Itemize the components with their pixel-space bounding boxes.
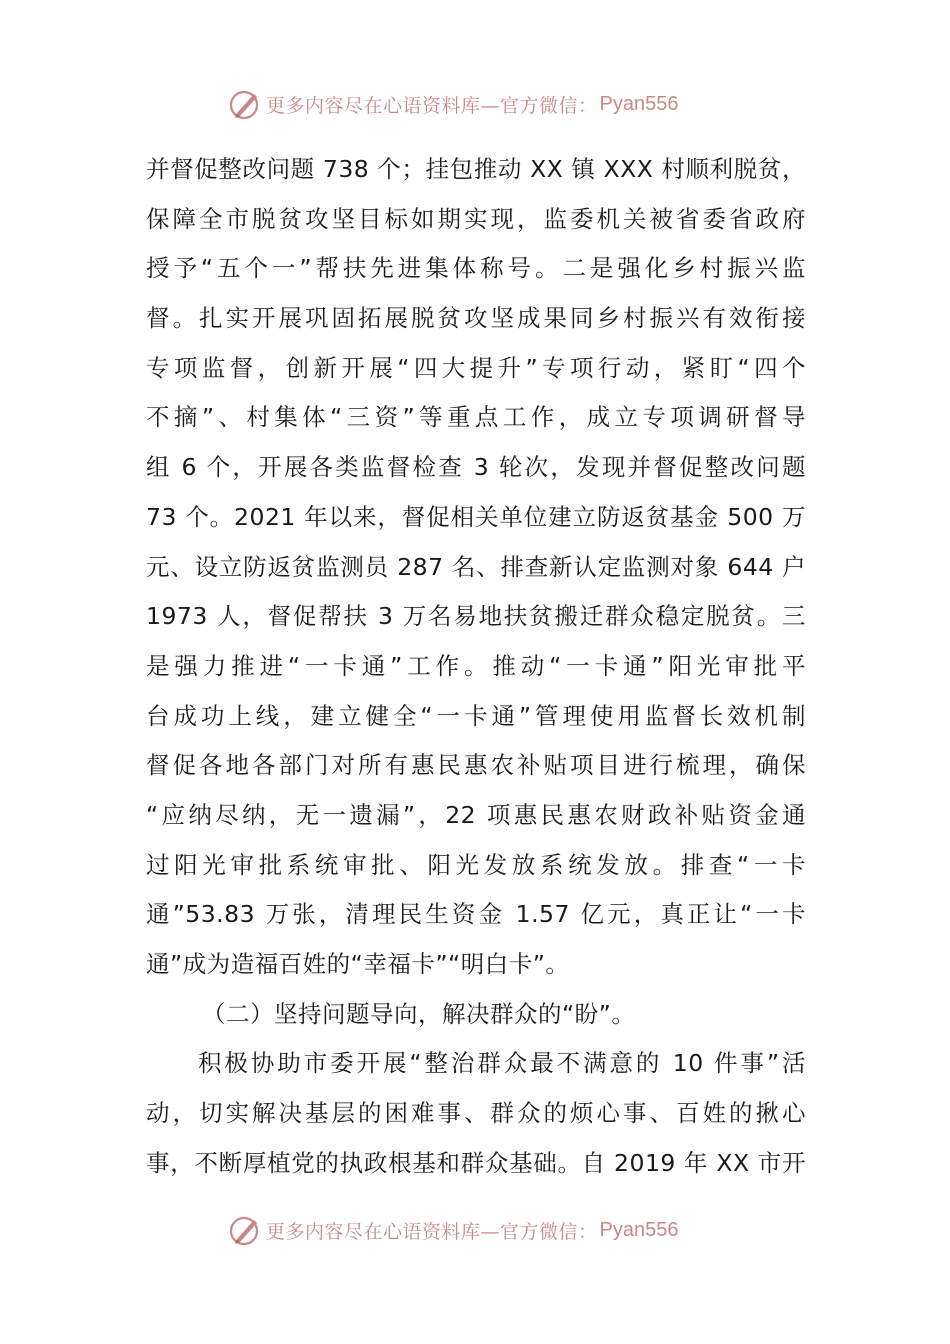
text-line: 组 6 个，开展各类监督检查 3 轮次，发现并督促整改问题 [146,453,806,482]
text-line: 台成功上线，建立健全“一卡通”管理使用监督长效机制 [146,701,806,730]
text-line: 积极协助市委开展“整治群众最不满意的 10 件事”活 [198,1049,806,1078]
text-line: 督。扎实开展巩固拓展脱贫攻坚成果同乡村振兴有效衔接 [146,304,806,333]
text-line: 不摘”、村集体“三资”等重点工作，成立专项调研督导 [146,403,806,432]
text-line: 动，切实解决基层的困难事、群众的烦心事、百姓的揪心 [146,1099,806,1128]
watermark-wechat-id: Pyan556 [599,92,679,115]
watermark-wechat-id: Pyan556 [599,1218,679,1241]
text-line: 专项监督，创新开展“四大提升”专项行动，紧盯“四个 [146,353,806,382]
text-line: 授予“五个一”帮扶先进集体称号。二是强化乡村振兴监 [146,254,806,283]
watermark-text: 更多内容尽在心语资料库—官方微信： [266,1220,598,1243]
text-line: 1973 人，督促帮扶 3 万名易地扶贫搬迁群众稳定脱贫。三 [146,602,806,631]
pen-logo-icon [228,87,262,121]
text-line: 是强力推进“一卡通”工作。推动“一卡通”阳光审批平 [146,651,806,680]
text-line: 督促各地各部门对所有惠民惠农补贴项目进行梳理，确保 [146,751,806,780]
pen-logo-icon [228,1213,262,1247]
text-line: 过阳光审批系统审批、阳光发放系统发放。排查“一卡 [146,850,806,879]
text-line: 保障全市脱贫攻坚目标如期实现，监委机关被省委省政府 [146,204,806,233]
text-line: 73 个。2021 年以来，督促相关单位建立防返贫基金 500 万 [146,502,806,531]
watermark-footer [228,1212,678,1248]
document-body [146,145,806,1188]
watermark-header [228,86,678,122]
text-line: 通”成为造福百姓的“幸福卡”“明白卡”。 [146,950,570,978]
text-line: 元、设立防返贫监测员 287 名、排查新认定监测对象 644 户 [146,552,806,581]
text-line: 并督促整改问题 738 个；挂包推动 XX 镇 XXX 村顺利脱贫， [146,155,806,183]
watermark-text: 更多内容尽在心语资料库—官方微信： [266,94,598,117]
text-line: “应纳尽纳，无一遗漏”，22 项惠民惠农财政补贴资金通 [146,800,806,829]
section-heading: （二）坚持问题导向，解决群众的“盼”。 [202,999,636,1028]
text-line: 事，不断厚植党的执政根基和群众基础。自 2019 年 XX 市开 [146,1148,806,1177]
text-line: 通”53.83 万张，清理民生资金 1.57 亿元，真正让“一卡 [146,900,806,929]
